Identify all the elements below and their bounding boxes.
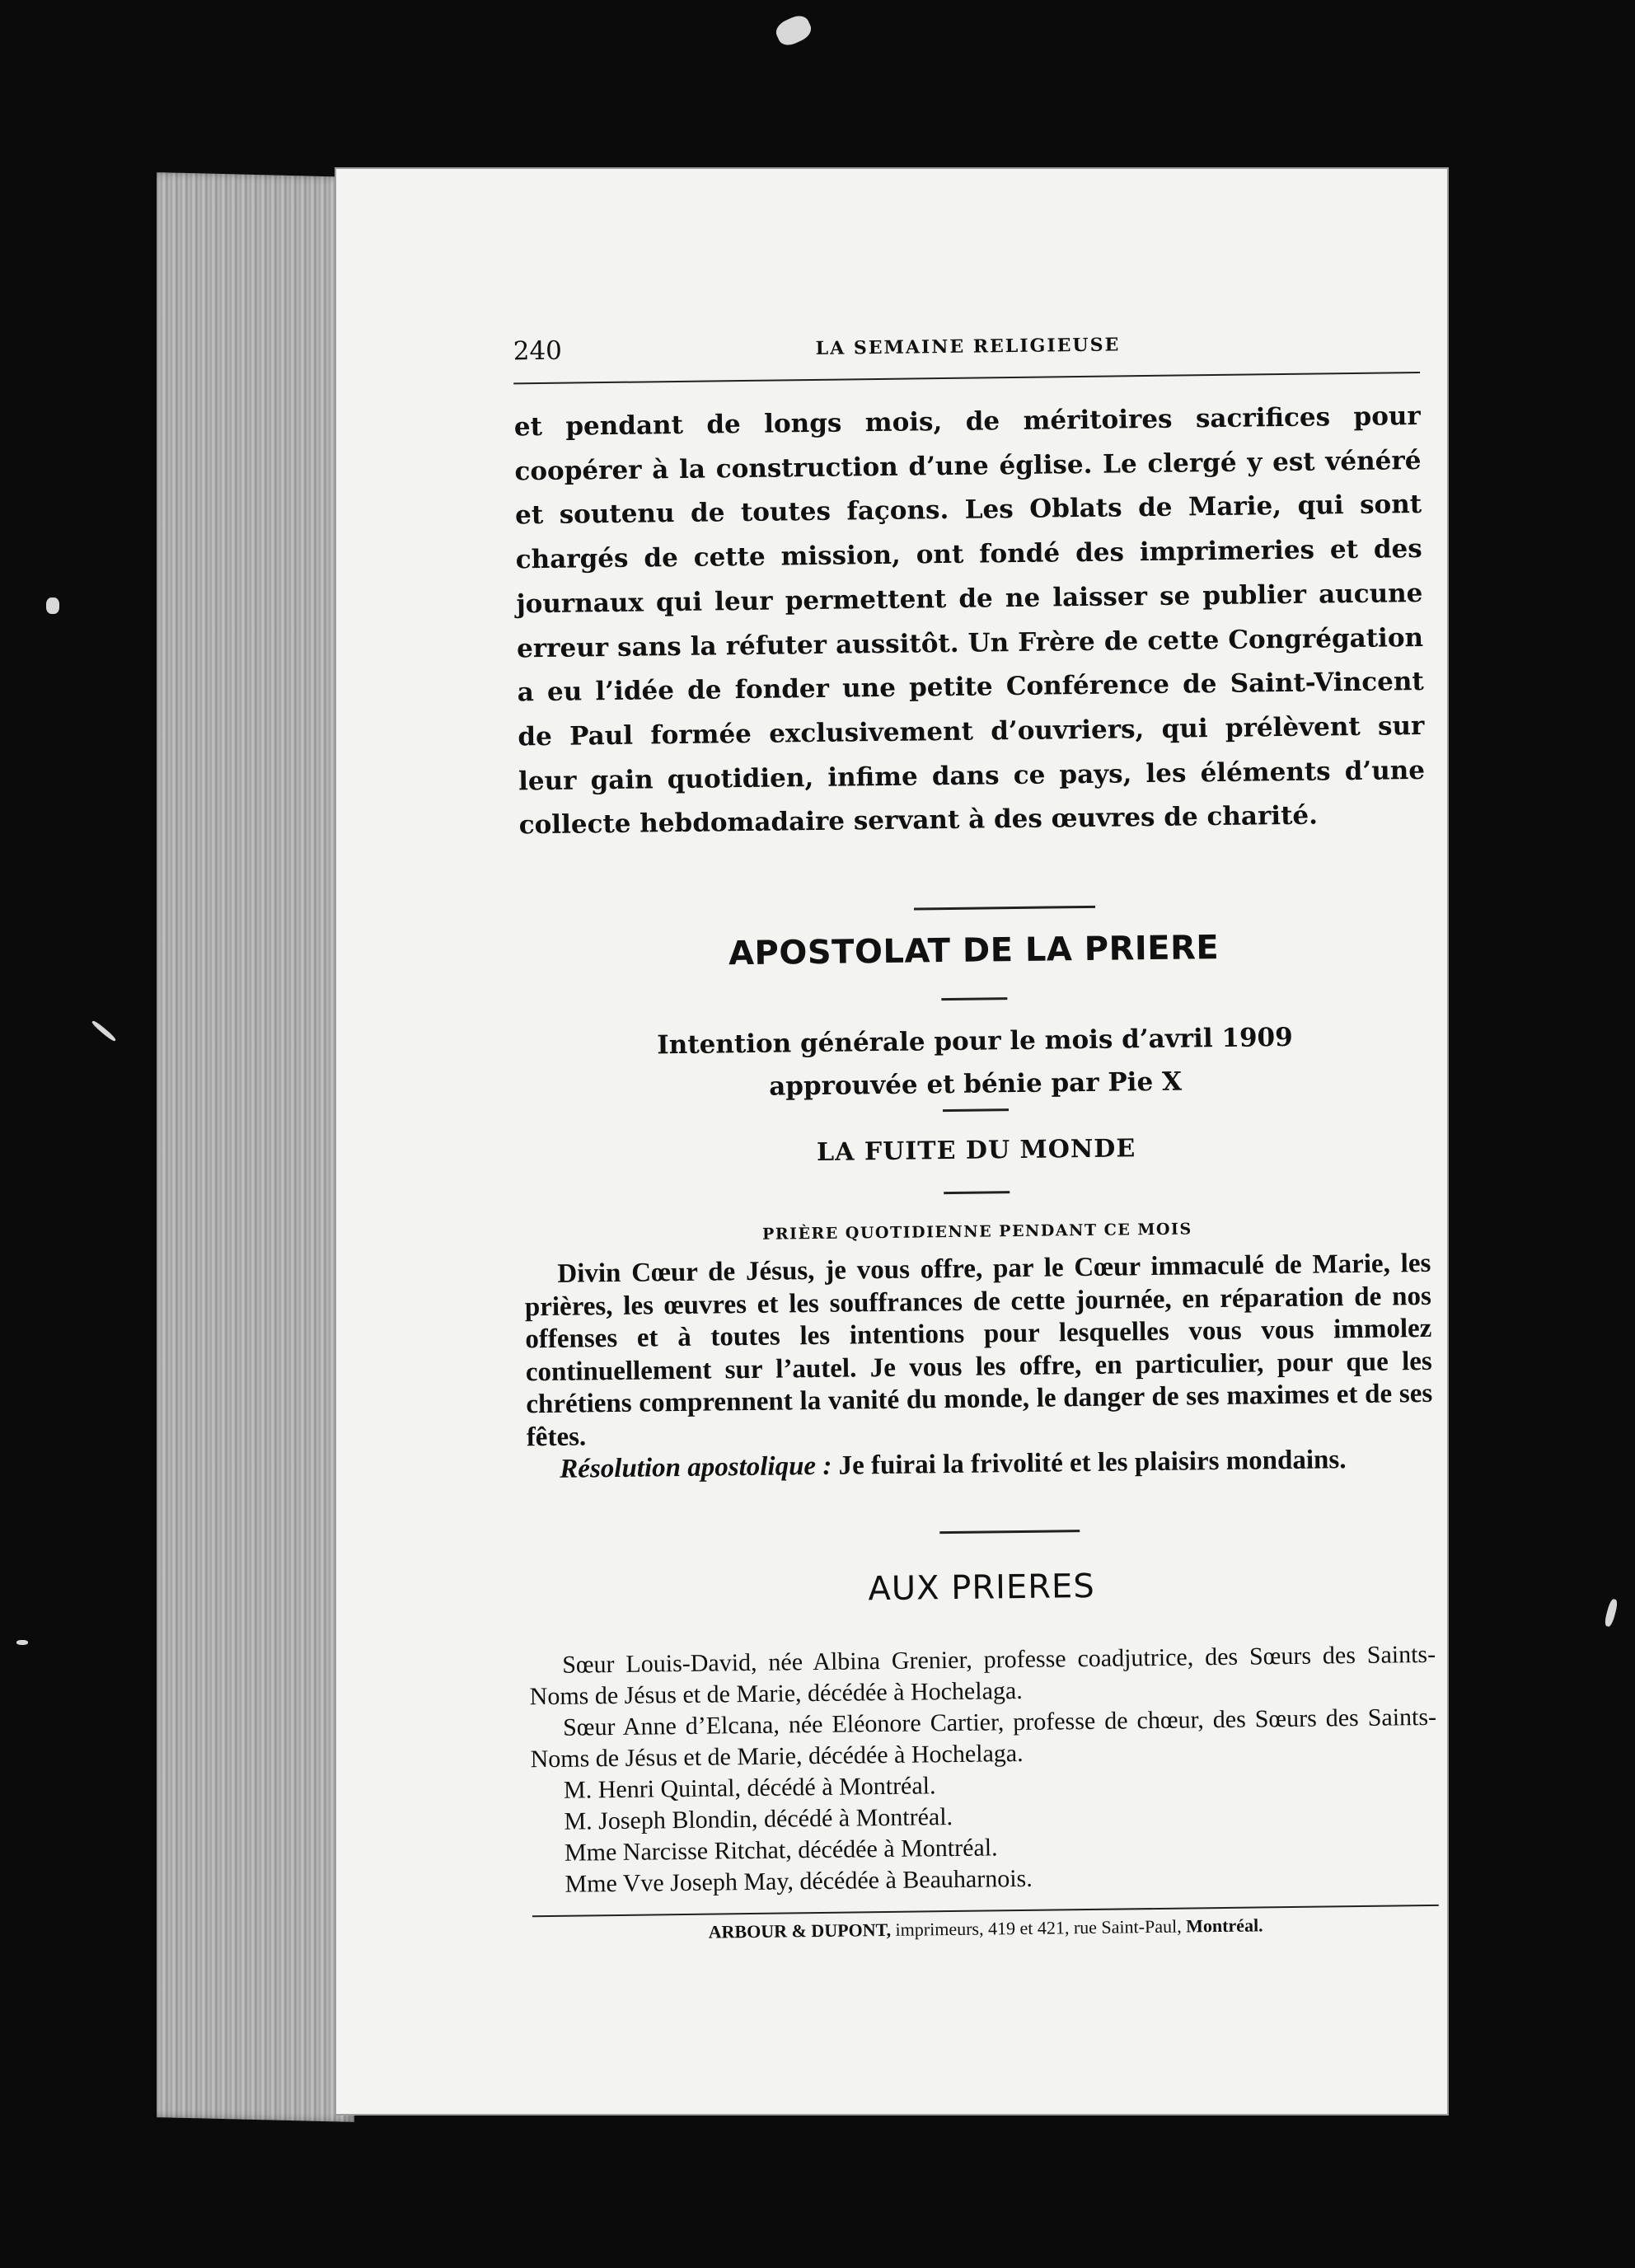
intention-line: Intention générale pour le mois d’avril 1909 bbox=[657, 1022, 1293, 1061]
obituary-list bbox=[529, 1639, 1439, 1900]
dust-speck bbox=[46, 597, 59, 614]
page-content bbox=[336, 169, 1447, 2114]
obituary-entry: Sœur Anne d’Elcana, née Eléonore Cartier, professe de chœur, des Sœurs des Saints-Noms de Jésus et de Marie, décédée à Hochelaga. bbox=[530, 1703, 1437, 1774]
dust-speck bbox=[91, 1019, 116, 1043]
resolution-text: Je fuirai la frivolité et les plaisirs mondains. bbox=[832, 1445, 1347, 1481]
obituary-entry: M. Henri Quintal, décédé à Montréal. bbox=[563, 1772, 936, 1804]
short-divider bbox=[943, 1108, 1009, 1112]
intention-block bbox=[522, 1015, 1429, 1111]
dust-speck bbox=[1604, 1598, 1619, 1627]
dust-speck bbox=[16, 1640, 28, 1645]
apostolat-heading: APOSTOLAT DE LA PRIERE bbox=[728, 928, 1220, 973]
running-title: LA SEMAINE RELIGIEUSE bbox=[815, 334, 1121, 359]
obituary-entry: M. Joseph Blondin, décédé à Montréal. bbox=[564, 1803, 953, 1835]
section-divider bbox=[914, 906, 1095, 911]
section-divider bbox=[939, 1530, 1080, 1534]
prayer-text: Divin Cœur de Jésus, je vous offre, par le Cœur immaculé de Marie, les prières, les œuvres et les souffrances de cette journée, en réparation de nos offenses et à toutes les intentions pour lesquelles vous vous immolez continuellement sur l’autel. Je vous les offre, en particulier, pour que les chrétiens comprennent la vanité du monde, le danger de ses maximes et de ses fêtes. bbox=[524, 1248, 1433, 1452]
page-number: 240 bbox=[513, 335, 563, 367]
resolution-label: Résolution apostolique : bbox=[560, 1450, 832, 1484]
printer-imprint bbox=[532, 1913, 1439, 1945]
book-page-edges bbox=[157, 172, 354, 2122]
running-head bbox=[513, 326, 1416, 369]
continued-paragraph: et pendant de longs mois, de méritoires sacrifices pour coopérer à la construction d’une église. Le clergé y est vénéré et soutenu de toutes façons. Les Oblats de Marie, qui sont chargés de cette mission, ont fondé des imprimeries et des journaux qui leur permettent de ne laisser se publier aucune erreur sans la réfuter aussitôt. Un Frère de cette Congrégation a eu l’idée de fonder une petite Conférence de Saint-Vincent de Paul formée exclusivement d’ouvriers, qui prélèvent sur leur gain quotidien, infime dans ce pays, les éléments d’une collecte hebdomadaire servant à des œuvres de charité. bbox=[513, 401, 1426, 841]
printer-name: ARBOUR & DUPONT, bbox=[708, 1919, 892, 1942]
obituary-entry: Mme Narcisse Ritchat, décédée à Montréal. bbox=[564, 1834, 998, 1867]
printer-address: imprimeurs, 419 et 421, rue Saint-Paul, bbox=[890, 1915, 1182, 1940]
intention-line: approuvée et bénie par Pie X bbox=[769, 1066, 1183, 1102]
obituary-entry: Sœur Louis-David, née Albina Grenier, professe coadjutrice, des Sœurs des Saints-Noms de Jésus et de Marie, décédée à Hochelaga. bbox=[529, 1640, 1436, 1711]
prayer-heading: PRIÈRE QUOTIDIENNE PENDANT CE MOIS bbox=[761, 1220, 1192, 1244]
header-rule bbox=[513, 372, 1420, 384]
short-divider bbox=[941, 997, 1007, 1000]
aux-prieres-heading: AUX PRIERES bbox=[868, 1567, 1095, 1609]
book-page bbox=[336, 169, 1447, 2114]
dust-speck bbox=[773, 12, 815, 49]
subheading-fuite-du-monde: LA FUITE DU MONDE bbox=[816, 1134, 1136, 1167]
short-divider bbox=[944, 1191, 1010, 1194]
printer-city: Montréal. bbox=[1181, 1914, 1263, 1937]
obituary-entry: Mme Vve Joseph May, décédée à Beauharnois. bbox=[565, 1864, 1033, 1898]
prayer-block bbox=[524, 1248, 1433, 1487]
